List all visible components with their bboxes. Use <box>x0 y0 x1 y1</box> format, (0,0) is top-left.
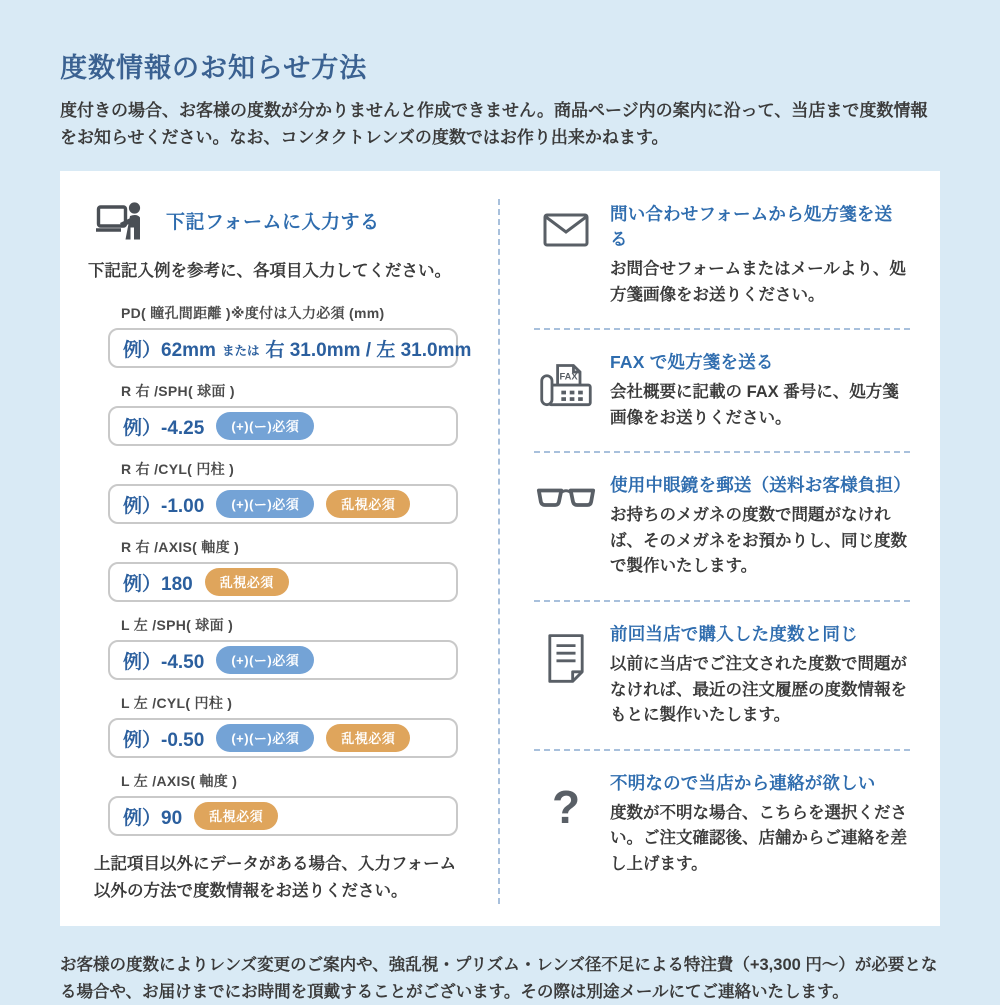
astigmatism-badge: 乱視必須 <box>205 568 289 596</box>
field-label: L 左 /CYL( 円柱 ) <box>121 695 233 712</box>
astigmatism-badge: 乱視必須 <box>194 802 278 830</box>
presenter-icon <box>96 199 148 241</box>
method-text: 以前に当店でご注文された度数で問題がなければ、最近の注文履歴の度数情報をもとに製作いたします。 <box>610 654 907 725</box>
info-card <box>60 171 940 926</box>
form-rows <box>108 303 472 836</box>
form-column <box>60 199 498 904</box>
method-body <box>598 770 910 878</box>
method-contact-form <box>534 199 910 328</box>
example-value: 右 31.0mm / 左 31.0mm <box>265 339 472 361</box>
method-mail-glasses <box>534 451 910 600</box>
method-title: 不明なので当店から連絡が欲しい <box>610 772 876 793</box>
field-label: L 左 /AXIS( 軸度 ) <box>121 773 238 790</box>
form-row-r-sph <box>108 381 458 446</box>
fax-icon <box>534 349 598 431</box>
example-value: 例）-1.00 <box>123 495 205 517</box>
method-text: 度数が不明な場合、こちらを選択ください。ご注文確認後、店舗からご連絡を差し上げます。 <box>610 803 907 873</box>
form-row-r-cyl <box>108 459 458 524</box>
method-body <box>598 472 910 580</box>
form-row-l-cyl <box>108 693 458 758</box>
required-badge: (+)(ー)必須 <box>216 412 314 440</box>
example-value: 例）62mm <box>123 339 216 361</box>
example-value: 例）90 <box>123 807 183 829</box>
astigmatism-badge: 乱視必須 <box>326 724 410 752</box>
method-fax <box>534 328 910 451</box>
fax-icon-label: FAX <box>559 371 578 382</box>
r-sph-example-field <box>108 406 458 446</box>
field-label: R 右 /CYL( 円柱 ) <box>121 461 235 478</box>
required-badge: (+)(ー)必須 <box>216 490 314 518</box>
method-title: FAX で処方箋を送る <box>610 352 774 373</box>
field-label: L 左 /SPH( 球面 ) <box>121 617 234 634</box>
method-title: 問い合わせフォームから処方箋を送る <box>610 204 893 250</box>
mail-icon <box>534 201 598 308</box>
glasses-icon <box>534 472 598 580</box>
form-header <box>96 199 472 241</box>
footer-note: お客様の度数によりレンズ変更のご案内や、強乱視・プリズム・レンズ径不足による特注費（+3,300 円〜）が必要となる場合や、お届けまでにお時間を頂戴することがございます。その際は別途メールにてご連絡いたします。 <box>60 956 938 1001</box>
example-value: 例）-4.25 <box>123 417 205 439</box>
method-text: お問合せフォームまたはメールより、処方箋画像をお送りください。 <box>610 260 906 304</box>
method-title: 使用中眼鏡を郵送（送料お客様負担） <box>610 475 911 496</box>
method-body <box>598 621 910 729</box>
l-axis-example-field <box>108 796 458 836</box>
r-cyl-example-field <box>108 484 458 524</box>
method-text: お持ちのメガネの度数で問題がなければ、そのメガネをお預かりし、同じ度数で製作いたします。 <box>610 506 907 576</box>
intro-text: 度付きの場合、お客様の度数が分かりませんと作成できません。商品ページ内の案内に沿って、当店まで度数情報をお知らせください。なお、コンタクトレンズの度数ではお作り出来かねます。 <box>60 101 928 147</box>
required-badge: (+)(ー)必須 <box>216 724 314 752</box>
form-heading: 下記フォームに入力する <box>166 211 380 233</box>
method-title: 前回当店で購入した度数と同じ <box>610 623 858 644</box>
page-title: 度数情報のお知らせ方法 <box>60 53 368 83</box>
example-connector: または <box>221 343 260 358</box>
astigmatism-badge: 乱視必須 <box>326 490 410 518</box>
form-note: 上記項目以外にデータがある場合、入力フォーム以外の方法で度数情報をお送りください。 <box>94 855 457 900</box>
form-row-pd <box>108 303 472 368</box>
required-badge: (+)(ー)必須 <box>216 646 314 674</box>
example-value: 例）-4.50 <box>123 651 205 673</box>
field-label: R 右 /SPH( 球面 ) <box>121 383 235 400</box>
method-previous-order <box>534 600 910 749</box>
document-icon <box>534 621 598 729</box>
example-value: 例）-0.50 <box>123 729 205 751</box>
methods-column <box>498 199 940 904</box>
field-label: PD( 瞳孔間距離 )※度付は入力必須 (mm) <box>121 305 385 322</box>
method-text: 会社概要に記載の FAX 番号に、処方箋画像をお送りください。 <box>610 383 899 427</box>
form-row-r-axis <box>108 537 458 602</box>
pd-example-field <box>108 328 472 368</box>
form-subheading: 下記記入例を参考に、各項目入力してください。 <box>88 262 451 281</box>
method-contact-me <box>534 749 910 898</box>
method-body <box>598 201 910 308</box>
r-axis-example-field <box>108 562 458 602</box>
question-icon <box>534 770 598 878</box>
form-row-l-axis <box>108 771 458 836</box>
l-sph-example-field <box>108 640 458 680</box>
field-label: R 右 /AXIS( 軸度 ) <box>121 539 240 556</box>
l-cyl-example-field <box>108 718 458 758</box>
example-value: 例）180 <box>123 573 193 595</box>
form-row-l-sph <box>108 615 458 680</box>
method-body <box>598 349 910 431</box>
question-glyph: ? <box>551 780 581 833</box>
